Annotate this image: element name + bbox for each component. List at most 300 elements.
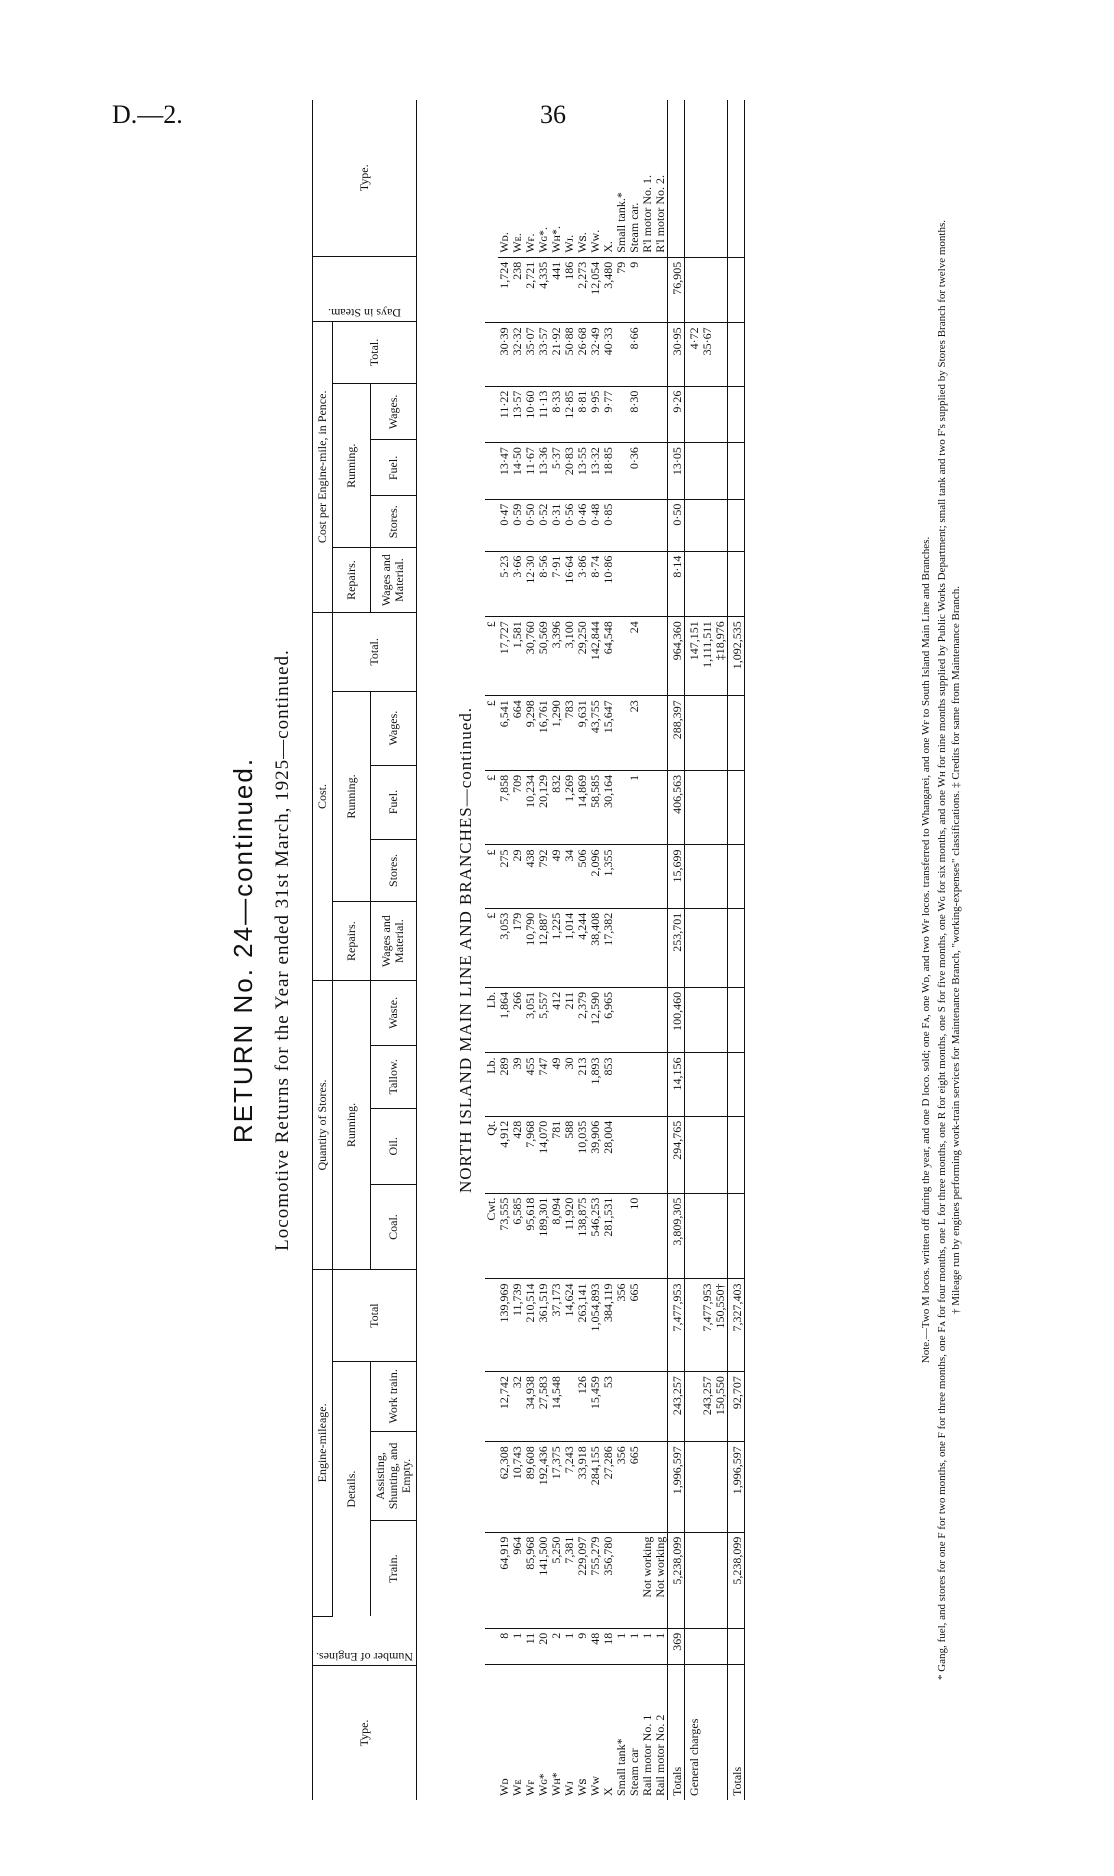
table-cell: [628, 1372, 641, 1442]
table-cell: 253,701: [668, 908, 685, 987]
table-cell: 33,918: [576, 1442, 589, 1532]
table-cell: 11,920: [563, 1193, 576, 1279]
col-cost-running: Running.: [333, 691, 371, 902]
table-cell: 10,035: [576, 1116, 589, 1193]
table-cell: [714, 696, 728, 771]
table-cell: 6,585: [511, 1193, 524, 1279]
table-cell: [701, 1664, 714, 1800]
table-cell: 1,724: [498, 257, 511, 323]
table-cell: 9: [628, 257, 641, 323]
table-cell: [714, 987, 728, 1053]
table-cell: 13·57: [511, 386, 524, 443]
table-cell: 20·83: [563, 443, 576, 500]
table-cell: X.: [602, 100, 615, 257]
table-cell: Rail motor No. 2: [653, 1714, 667, 1796]
table-cell: Qt.: [485, 1116, 498, 1193]
table-cell: 39: [511, 1053, 524, 1116]
table-cell: [714, 1193, 728, 1279]
table-cell: 455: [524, 1053, 537, 1116]
table-cell: [615, 1053, 628, 1116]
table-cell: [615, 845, 628, 908]
table-cell: [714, 1116, 728, 1193]
col-cost-stores: Stores.: [370, 839, 416, 902]
col-type-right: Type.: [313, 100, 417, 256]
totals-row: [668, 100, 685, 1800]
table-cell: [685, 987, 702, 1053]
table-cell: Wғ.: [524, 100, 537, 257]
table-cell: Wᴡ: [588, 1776, 602, 1796]
table-cell: 0·36: [628, 443, 641, 500]
table-cell: 1,581: [511, 617, 524, 696]
table-cell: [654, 1116, 668, 1193]
table-cell: 5,557: [537, 987, 550, 1053]
table-cell: 10,790: [524, 908, 537, 987]
table-cell: 665: [628, 1442, 641, 1532]
table-cell: 50,569: [537, 617, 550, 696]
table-cell: 1,111,511: [701, 617, 714, 696]
table-cell: 275: [498, 845, 511, 908]
table-cell: 3,053: [498, 908, 511, 987]
table-cell: 0·85: [602, 499, 615, 551]
table-cell: [654, 696, 668, 771]
table-cell: [628, 551, 641, 617]
table-cell: 1,893: [589, 1053, 602, 1116]
table-cell: 238: [511, 257, 524, 323]
table-cell: 8·33: [550, 386, 563, 443]
table-cell: 13·36: [537, 443, 550, 500]
table-cell: 64,548: [602, 617, 615, 696]
col-days-in-steam-label: Days in Steam.: [327, 305, 401, 320]
table-cell: [685, 770, 702, 845]
table-cell: 229,097: [576, 1532, 589, 1628]
table-cell: [641, 1053, 654, 1116]
table-cell: [714, 551, 728, 617]
table-cell: [615, 499, 628, 551]
table-cell: 29,250: [576, 617, 589, 696]
table-cell: [641, 1116, 654, 1193]
table-cell: X: [601, 1787, 615, 1796]
table-cell: 14,156: [668, 1053, 685, 1116]
table-cell: 13·47: [498, 443, 511, 500]
table-cell: Lb.: [485, 987, 498, 1053]
table-cell: 406,563: [668, 770, 685, 845]
table-cell: 1: [615, 1628, 628, 1664]
table-cell: Steam car: [627, 1748, 641, 1796]
table-cell: 34,938: [524, 1372, 537, 1442]
table-cell: 147,151: [685, 617, 702, 696]
table-cell: [685, 1279, 702, 1372]
table-cell: 0·56: [563, 499, 576, 551]
table-cell: [628, 1053, 641, 1116]
table-cell: 3,051: [524, 987, 537, 1053]
table-cell: [685, 551, 702, 617]
table-cell: 361,519: [537, 1279, 550, 1372]
table-cell: 43,755: [589, 696, 602, 771]
table-cell: 35·07: [524, 323, 537, 386]
table-cell: 14,624: [563, 1279, 576, 1372]
table-cell: Wᴊ: [562, 1781, 576, 1796]
table-cell: [701, 443, 714, 500]
table-cell: 664: [511, 696, 524, 771]
table-cell: 14,869: [576, 770, 589, 845]
table-cell: [615, 987, 628, 1053]
page-number: 36: [540, 100, 566, 129]
table-cell: 0·46: [576, 499, 589, 551]
table-cell: 26·68: [576, 323, 589, 386]
table-cell: 28,004: [602, 1116, 615, 1193]
table-cell: [628, 845, 641, 908]
table-cell: [701, 1532, 714, 1628]
table-cell: 21·92: [550, 323, 563, 386]
table-cell: 8·81: [576, 386, 589, 443]
table-cell: 50·88: [563, 323, 576, 386]
table-cell: Wᴡ.: [589, 100, 602, 257]
table-cell: [714, 1442, 728, 1532]
table-cell: 40·33: [602, 323, 615, 386]
table-cell: 189,301: [537, 1193, 550, 1279]
table-cell: 11·13: [537, 386, 550, 443]
col-cost-total: Total.: [333, 613, 417, 691]
table-cell: [654, 1279, 668, 1372]
table-cell: 0·31: [550, 499, 563, 551]
table-cell: [714, 770, 728, 845]
table-cell: [714, 1628, 728, 1664]
table-cell: 3,480: [602, 257, 615, 323]
table-cell: 76,905: [668, 257, 685, 323]
table-cell: [701, 1442, 714, 1532]
table-cell: 506: [576, 845, 589, 908]
table-cell: 6,965: [602, 987, 615, 1053]
table-cell: [685, 1053, 702, 1116]
table-cell: [641, 443, 654, 500]
table-cell: 665: [628, 1279, 641, 1372]
table-cell: 7,477,953: [701, 1279, 714, 1372]
table-cell: 588: [563, 1116, 576, 1193]
col-pence-stores: Stores.: [370, 496, 416, 548]
table-cell: 438: [524, 845, 537, 908]
table-cell: [641, 499, 654, 551]
table-cell: 356: [615, 1279, 628, 1372]
table-cell: £: [485, 845, 498, 908]
col-engine-mileage: Engine-mileage.: [313, 1270, 333, 1616]
table-cell: [685, 1442, 702, 1532]
table-cell: Wᴅ: [497, 1778, 511, 1796]
table-cell: £: [485, 617, 498, 696]
table-cell: 34: [563, 845, 576, 908]
table-cell: [654, 845, 668, 908]
table-cell: 20,129: [537, 770, 550, 845]
subtotal-row: [714, 100, 728, 1800]
col-pence-total: Total.: [333, 321, 417, 384]
col-cost-wages-material: Wages and Material.: [370, 902, 416, 980]
table-cell: [615, 1532, 628, 1628]
table-cell: 369: [668, 1628, 685, 1664]
table-cell: 1,269: [563, 770, 576, 845]
table-cell: 7,477,953: [668, 1279, 685, 1372]
table-cell: [654, 1193, 668, 1279]
table-cell: 9·26: [668, 386, 685, 443]
table-cell: 141,500: [537, 1532, 550, 1628]
table-cell: 73,555: [498, 1193, 511, 1279]
table-cell: [728, 1116, 745, 1193]
table-cell: [714, 908, 728, 987]
table-cell: 0·59: [511, 499, 524, 551]
table-cell: 15,647: [602, 696, 615, 771]
table-cell: 1,996,597: [668, 1442, 685, 1532]
table-cell: 213: [576, 1053, 589, 1116]
table-cell: 709: [511, 770, 524, 845]
table-cell: 4,912: [498, 1116, 511, 1193]
table-cell: 3,809,305: [668, 1193, 685, 1279]
table-cell: [714, 499, 728, 551]
table-cell: 4,244: [576, 908, 589, 987]
table-cell: 32·32: [511, 323, 524, 386]
table-cell: [641, 696, 654, 771]
table-cell: £: [485, 908, 498, 987]
col-total-mileage: Total: [333, 1270, 417, 1362]
table-cell: [615, 1372, 628, 1442]
table-cell: 30: [563, 1053, 576, 1116]
table-cell: 14,070: [537, 1116, 550, 1193]
table-cell: 8·14: [668, 551, 685, 617]
table-cell: 1: [654, 1628, 668, 1664]
table-cell: [685, 908, 702, 987]
table-cell: [714, 257, 728, 323]
col-cost-per-mile: Cost per Engine-mile, in Pence.: [313, 321, 333, 613]
table-cell: [701, 1053, 714, 1116]
table-cell: [701, 987, 714, 1053]
table-cell: 53: [602, 1372, 615, 1442]
table-cell: 27,286: [602, 1442, 615, 1532]
table-cell: Wᴇ: [510, 1779, 524, 1796]
table-cell: [685, 696, 702, 771]
table-cell: 3·86: [576, 551, 589, 617]
table-cell: [728, 551, 745, 617]
table-cell: [728, 696, 745, 771]
table-cell: [615, 1116, 628, 1193]
table-cell: 1,864: [498, 987, 511, 1053]
table-cell: 58,585: [589, 770, 602, 845]
table-cell: 747: [537, 1053, 550, 1116]
table-cell: 964: [511, 1532, 524, 1628]
table-cell: 10,234: [524, 770, 537, 845]
table-cell: 9: [576, 1628, 589, 1664]
table-cell: 2,273: [576, 257, 589, 323]
table-cell: 0·52: [537, 499, 550, 551]
table-cell: [641, 1442, 654, 1532]
col-assisting: Assisting, Shunting, and Empty.: [370, 1431, 416, 1521]
table-cell: [714, 443, 728, 500]
table-cell: 5,238,099: [728, 1532, 745, 1628]
table-cell: [728, 1193, 745, 1279]
table-cell: 289: [498, 1053, 511, 1116]
col-cost: Cost.: [313, 613, 333, 981]
table-cell: Wʜ*.: [550, 100, 563, 257]
table-cell: [685, 1116, 702, 1193]
table-cell: Not working: [641, 1532, 654, 1628]
table-cell: [615, 551, 628, 617]
table-cell: 9,631: [576, 696, 589, 771]
col-type: Type.: [313, 1665, 417, 1800]
table-cell: 62,308: [498, 1442, 511, 1532]
table-cell: 15,459: [589, 1372, 602, 1442]
table-cell: [728, 1628, 745, 1664]
table-cell: 7,381: [563, 1532, 576, 1628]
table-cell: Wɢ*.: [537, 100, 550, 257]
table-cell: Cwt.: [485, 1193, 498, 1279]
table-cell: [654, 499, 668, 551]
table-cell: [628, 499, 641, 551]
table-cell: 11: [524, 1628, 537, 1664]
table-cell: 546,253: [589, 1193, 602, 1279]
table-cell: 1: [641, 1628, 654, 1664]
table-cell: 8·74: [589, 551, 602, 617]
table-cell: 783: [563, 696, 576, 771]
table-cell: 12·30: [524, 551, 537, 617]
table-cell: Lb.: [485, 1053, 498, 1116]
table-cell: [685, 1628, 702, 1664]
table-cell: 7·91: [550, 551, 563, 617]
table-cell: 20: [537, 1628, 550, 1664]
table-cell: [728, 257, 745, 323]
table-cell: 7,858: [498, 770, 511, 845]
table-cell: R'l motor No. 2.: [654, 100, 668, 257]
table-cell: [714, 100, 728, 257]
table-cell: 832: [550, 770, 563, 845]
table-cell: [654, 908, 668, 987]
table-cell: 0·50: [524, 499, 537, 551]
table-cell: [728, 845, 745, 908]
col-work-train: Work train.: [370, 1362, 416, 1432]
table-cell: 12,054: [589, 257, 602, 323]
general-charges-row: [685, 100, 702, 1800]
table-cell: 100,460: [668, 987, 685, 1053]
table-cell: Wᴇ.: [511, 100, 524, 257]
table-cell: 13·32: [589, 443, 602, 500]
col-train: Train.: [370, 1521, 416, 1616]
table-cell: Wᴊ.: [563, 100, 576, 257]
table-cell: [654, 443, 668, 500]
table-cell: 8: [498, 1628, 511, 1664]
table-cell: 1,996,597: [728, 1442, 745, 1532]
table-cell: [668, 100, 685, 257]
table-cell: 30,760: [524, 617, 537, 696]
table-cell: 1: [628, 1628, 641, 1664]
table-cell: [615, 770, 628, 845]
table-cell: 85,968: [524, 1532, 537, 1628]
table-cell: [641, 770, 654, 845]
table-cell: [641, 845, 654, 908]
table-cell: [654, 1372, 668, 1442]
table-cell: [641, 617, 654, 696]
table-cell: 186: [563, 257, 576, 323]
table-cell: 89,608: [524, 1442, 537, 1532]
table-cell: 10·86: [602, 551, 615, 617]
table-cell: 1,014: [563, 908, 576, 987]
table-cell: [641, 323, 654, 386]
table-cell: 10·60: [524, 386, 537, 443]
table-cell: 16·64: [563, 551, 576, 617]
table-cell: 29: [511, 845, 524, 908]
table-cell: R'l motor No. 1.: [641, 100, 654, 257]
table-cell: 192,436: [537, 1442, 550, 1532]
table-cell: 8·66: [628, 323, 641, 386]
table-cell: 1: [563, 1628, 576, 1664]
table-cell: 792: [537, 845, 550, 908]
table-cell: 17,727: [498, 617, 511, 696]
table-cell: 13·55: [576, 443, 589, 500]
table-cell: Totals: [668, 1664, 685, 1800]
col-num-engines: [313, 1616, 417, 1665]
table-cell: [701, 386, 714, 443]
table-cell: [641, 987, 654, 1053]
table-header: [312, 100, 417, 1800]
table-cell: 0·48: [589, 499, 602, 551]
table-cell: [641, 257, 654, 323]
table-cell: [654, 617, 668, 696]
table-cell: 412: [550, 987, 563, 1053]
table-cell: 6,541: [498, 696, 511, 771]
table-cell: 284,155: [589, 1442, 602, 1532]
table-cell: 2,096: [589, 845, 602, 908]
table-cell: 1,355: [602, 845, 615, 908]
table-cell: ‡18,976: [714, 617, 728, 696]
table-cell: [728, 499, 745, 551]
table-cell: 142,844: [589, 617, 602, 696]
table-cell: 32·49: [589, 323, 602, 386]
table-cell: 266: [511, 987, 524, 1053]
table-cell: [615, 908, 628, 987]
table-cell: 1: [628, 770, 641, 845]
table-row: [615, 100, 628, 1800]
table-cell: 15,699: [668, 845, 685, 908]
table-cell: [701, 770, 714, 845]
table-cell: 150,550: [714, 1372, 728, 1442]
table-cell: [641, 1279, 654, 1372]
table-cell: Not working: [654, 1532, 668, 1628]
table-cell: [714, 1053, 728, 1116]
table-cell: 11,739: [511, 1279, 524, 1372]
col-oil: Oil.: [370, 1108, 416, 1184]
table-cell: Wʜ*: [549, 1772, 563, 1796]
table-cell: 12,887: [537, 908, 550, 987]
table-cell: [701, 1628, 714, 1664]
table-cell: Totals: [728, 1664, 745, 1800]
table-cell: [641, 1372, 654, 1442]
table-cell: Wɢ*: [536, 1773, 550, 1796]
table-cell: 7,968: [524, 1116, 537, 1193]
table-cell: 179: [511, 908, 524, 987]
table-cell: Wғ: [523, 1779, 537, 1796]
note-1: Note.—Two M locos. written off during the year, and one D loco. sold; one Fᴀ, one Wᴅ, and two Wғ locos. transferred to Whangarei, and one Wғ to South Island Main Line and Branches.: [920, 536, 932, 1364]
table-cell: 8·56: [537, 551, 550, 617]
table-cell: Rail motor No. 1: [640, 1714, 654, 1796]
col-pence-repairs: Repairs.: [333, 548, 371, 613]
table-cell: 9·77: [602, 386, 615, 443]
table-cell: [728, 770, 745, 845]
table-cell: [641, 551, 654, 617]
table-cell: [654, 1442, 668, 1532]
table-cell: 14·50: [511, 443, 524, 500]
section-title: NORTH ISLAND MAIN LINE AND BRANCHES—continued.: [456, 706, 475, 1194]
table-cell: Small tank*: [614, 1738, 628, 1796]
table-cell: 1,092,535: [728, 617, 745, 696]
table-cell: 12·85: [563, 386, 576, 443]
table-cell: [641, 1193, 654, 1279]
table-cell: [714, 386, 728, 443]
table-cell: 30·95: [668, 323, 685, 386]
table-cell: 30·39: [498, 323, 511, 386]
